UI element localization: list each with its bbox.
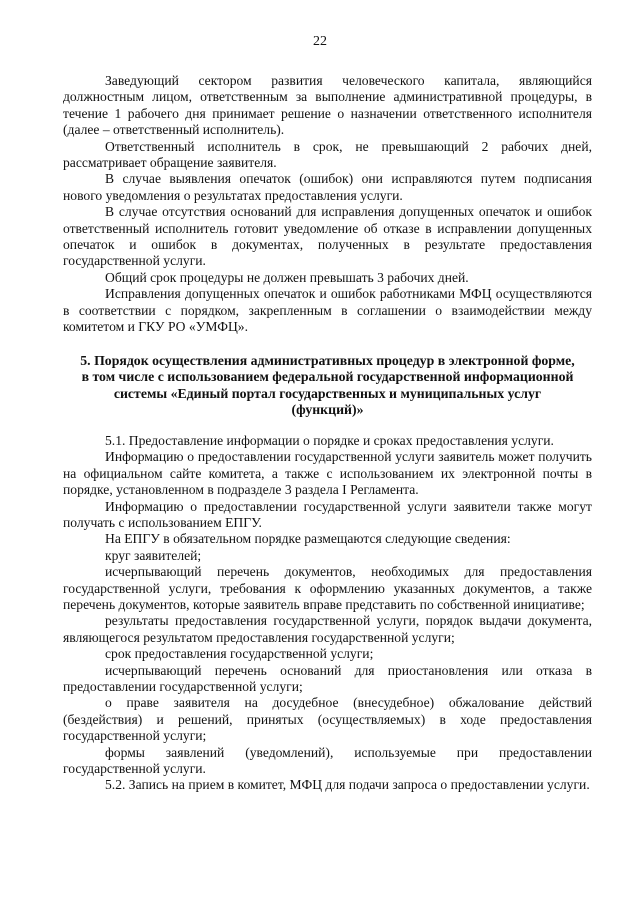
list-item: о праве заявителя на досудебное (внесудебное) обжалование действий (бездействия) и решений, принятых (осуществляемых) в ходе предоставления государственной услуги; [63,695,592,744]
paragraph: Ответственный исполнитель в срок, не превышающий 2 рабочих дней, рассматривает обращение заявителя. [63,138,592,171]
paragraph: В случае выявления опечаток (ошибок) они исправляются путем подписания нового уведомления о результатах предоставления услуги. [63,171,592,203]
paragraph: 5.1. Предоставление информации о порядке и сроках предоставления услуги. [105,432,554,448]
paragraph: Исправления допущенных опечаток и ошибок работниками МФЦ осуществляются в соответствии с порядком, закрепленным в соглашении о взаимодействии между комитетом и ГКУ РО «УМФЦ». [63,286,592,335]
section-heading: 5. Порядок осуществления административных процедур в электронной форме, в том числе с использованием федеральной государственной информационной системы «Единый портал государственных и муниципальных услуг (функций)» [80,352,575,418]
list-item: формы заявлений (уведомлений), используемые при предоставлении государственной услуги. [63,744,592,776]
list-item: результаты предоставления государственной услуги, порядок выдачи документа, являющегося результатом предоставления государственной услуги; [63,613,592,645]
list-item: круг заявителей; [105,547,202,563]
paragraph: В случае отсутствия оснований для исправления допущенных опечаток и ошибок ответственный исполнитель готовит уведомление об отказе в исправлении допущенных опечаток и ошибок в документах, полученных в результате предоставления государственной услуги. [63,204,592,269]
paragraph: Заведующий сектором развития человеческого капитала, являющийся должностным лицом, ответственным за выполнение административной процедуры, в течение 1 рабочего дня принимает решение о назначении ответственного исполнителя (далее – ответственный исполнитель). [63,73,592,138]
document-body [63,73,592,794]
paragraph: Информацию о предоставлении государственной услуги заявитель может получить на официальном сайте комитета, а также с использованием их электронной почты в порядке, установленном в подразделе 3 раздела I Регламента. [63,449,592,498]
list-item: срок предоставления государственной услуги; [105,646,374,662]
paragraph: На ЕПГУ в обязательном порядке размещаются следующие сведения: [105,531,511,547]
paragraph: Информацию о предоставлении государственной услуги заявители также могут получать с использованием ЕПГУ. [63,498,592,530]
list-item: исчерпывающий перечень оснований для приостановления или отказа в предоставлении государственной услуги; [63,662,592,694]
page-number: 22 [313,34,327,49]
paragraph: Общий срок процедуры не должен превышать 3 рабочих дней. [105,269,469,285]
paragraph: 5.2. Запись на прием в комитет, МФЦ для подачи запроса о предоставлении услуги. [105,777,590,793]
list-item: исчерпывающий перечень документов, необходимых для предоставления государственной услуги, требования к оформлению указанных документов, а также перечень документов, которые заявитель вправе представить по собственной инициативе; [63,564,592,612]
